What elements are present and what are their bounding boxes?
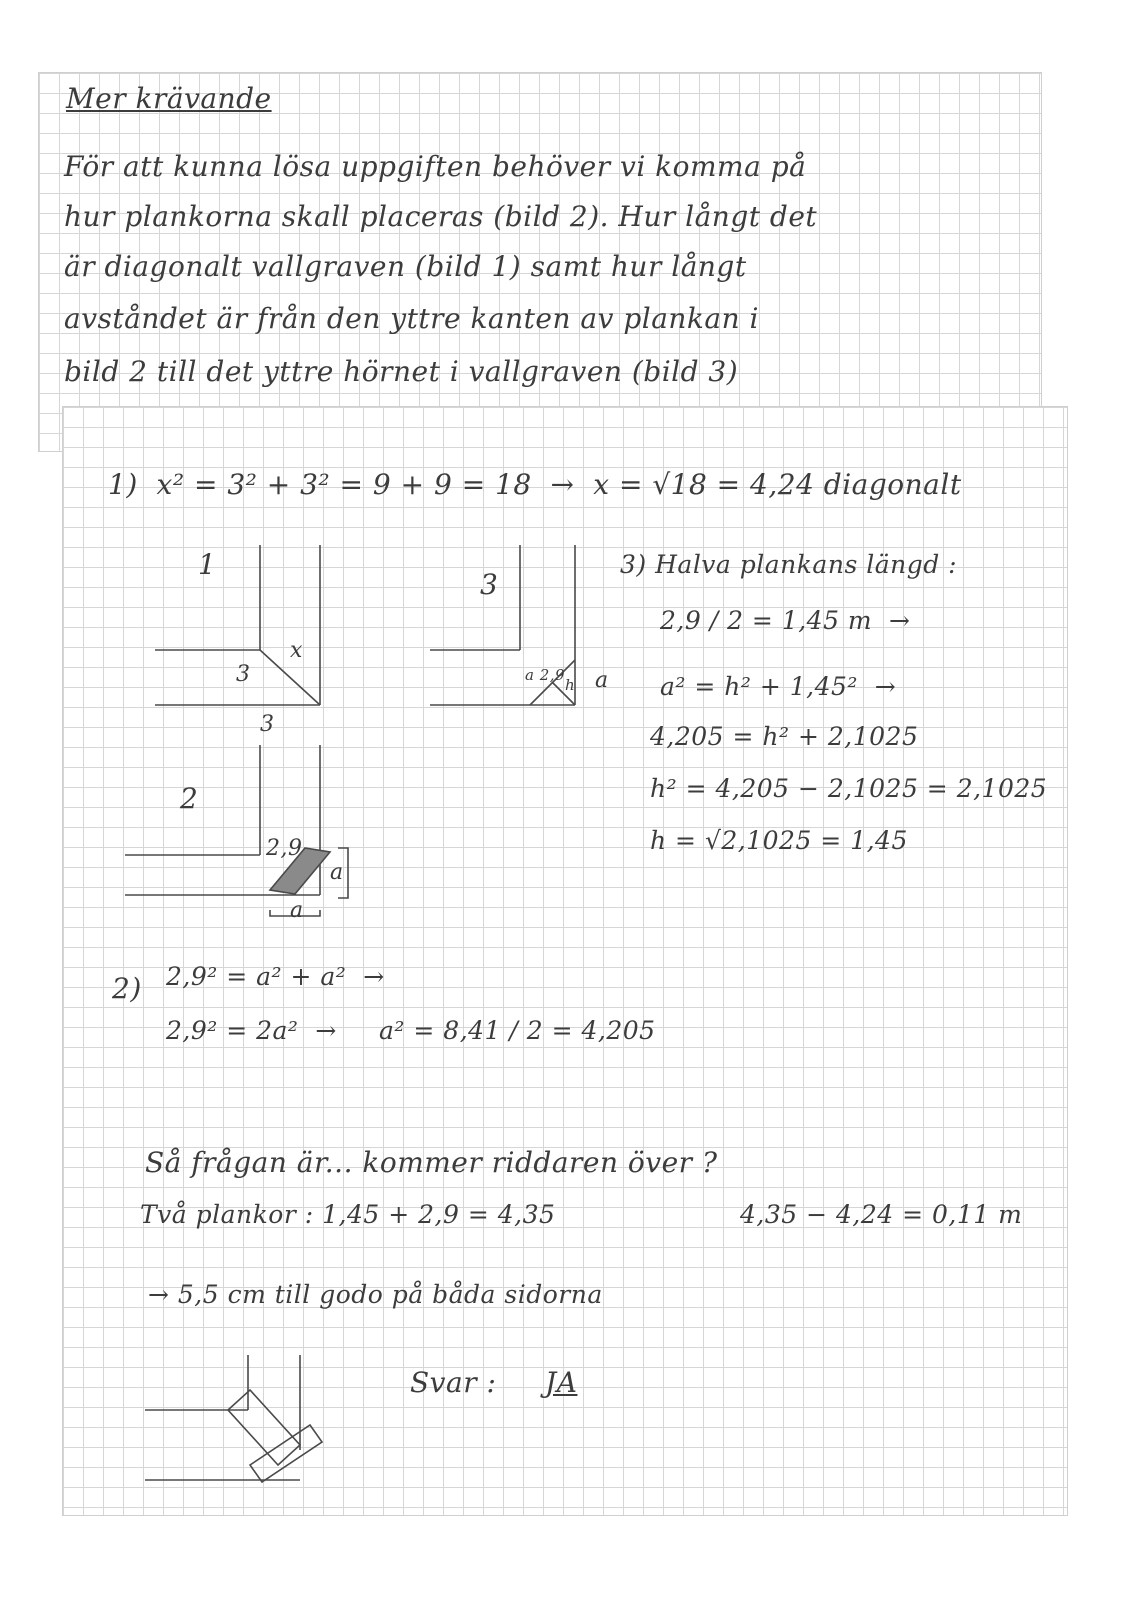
figure-3-diagram [420,540,620,720]
conclusion-question: Så frågan är... kommer riddaren över ? [145,1146,718,1179]
figure-3-number: 3 [480,568,499,601]
step3-line: a² = h² + 1,45² → [660,672,897,701]
figure-1-side-bottom: 3 [260,712,275,737]
figure-2-diagram [120,740,380,930]
figure-2-side-bottom: a [290,898,304,923]
final-sketch-diagram [140,1350,340,1500]
figure-3-side-right: a [595,668,609,693]
figure-2-number: 2 [180,782,199,815]
intro-line: hur plankorna skall placeras (bild 2). Hur långt det [64,200,818,233]
figure-1-number: 1 [198,548,217,581]
step3-line: h = √2,1025 = 1,45 [650,826,908,855]
figure-1-diagram [140,540,360,720]
figure-2-plank-length: 2,9 [266,836,303,861]
step2-line: 2,9² = a² + a² → [166,962,385,991]
conclusion-margin: → 5,5 cm till godo på båda sidorna [148,1280,603,1309]
step3-line: h² = 4,205 − 2,1025 = 2,1025 [650,774,1048,803]
figure-3-plank-label: a 2,9 [525,666,566,684]
step2-line: 2,9² = 2a² → a² = 8,41 / 2 = 4,205 [166,1016,656,1045]
step3-title: 3) Halva plankans längd : [620,550,958,579]
figure-1-diagonal-label: x [290,638,303,663]
figure-3-height-label: h [565,676,576,694]
heading: Mer krävande [66,82,272,115]
step2-label: 2) [112,972,142,1005]
intro-line: avståndet är från den yttre kanten av plankan i [64,302,759,335]
answer-prefix: Svar : [410,1366,497,1399]
conclusion-difference: 4,35 − 4,24 = 0,11 m [740,1200,1023,1229]
intro-line: För att kunna lösa uppgiften behöver vi komma på [64,150,807,183]
answer-value: JA [545,1366,578,1399]
intro-line: är diagonalt vallgraven (bild 1) samt hur långt [64,250,747,283]
step3-line: 2,9 / 2 = 1,45 m → [660,606,911,635]
conclusion-planks: Två plankor : 1,45 + 2,9 = 4,35 [140,1200,556,1229]
step3-line: 4,205 = h² + 2,1025 [650,722,919,751]
step1-equation: 1) x² = 3² + 3² = 9 + 9 = 18 → x = √18 = 4,24 diagonalt [108,468,962,501]
figure-2-side-right: a [330,860,344,885]
figure-1-side-left: 3 [236,662,251,687]
intro-line: bild 2 till det yttre hörnet i vallgraven (bild 3) [64,355,739,388]
